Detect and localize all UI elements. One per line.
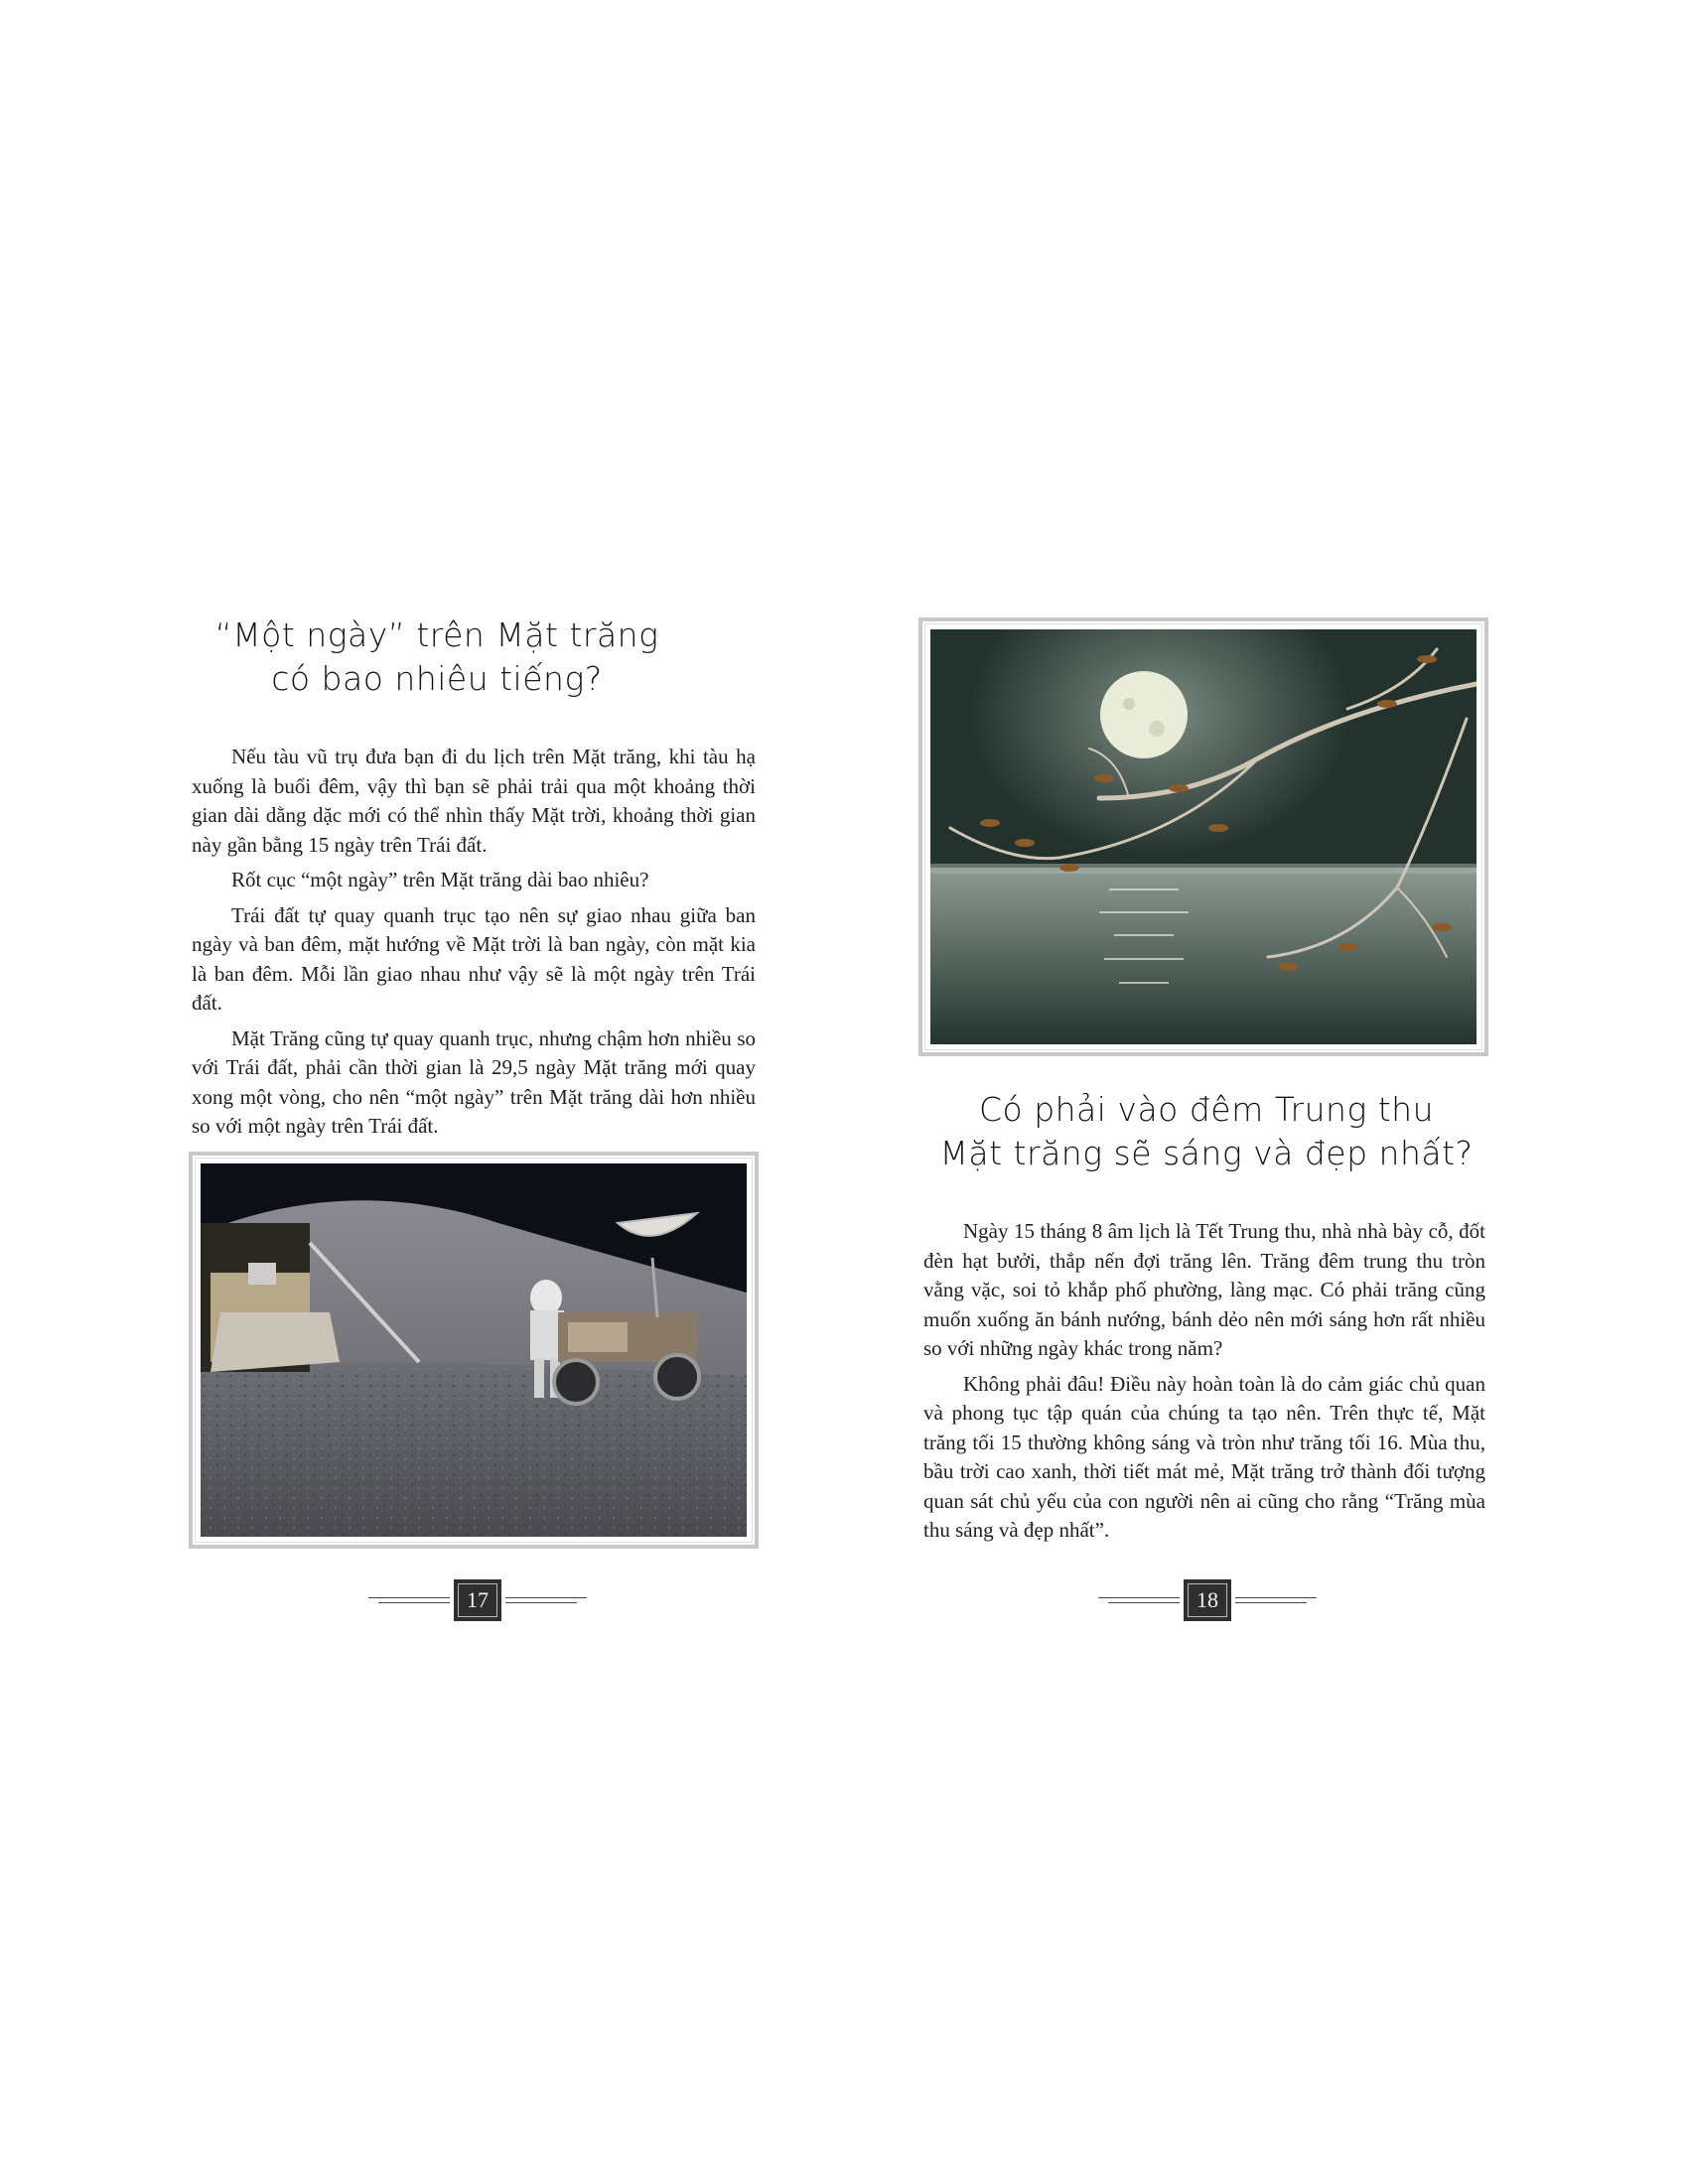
page-number-rule-left [1098, 1597, 1180, 1603]
left-body-text [192, 743, 756, 1148]
left-title-line-1: “Một ngày” trên Mặt trăng [214, 615, 659, 654]
moon-branch-photo [930, 629, 1477, 1044]
page-number-rule-right [1235, 1597, 1317, 1603]
lunar-rover-photo-frame [189, 1152, 759, 1549]
left-paragraph-1: Nếu tàu vũ trụ đưa bạn đi du lịch trên Mặt trăng, khi tàu hạ xuống là buổi đêm, vậy thì bạn sẽ phải trải qua một khoảng thời gian dài dằng dặc mới có thể nhìn thấy Mặt trời, khoảng thời gian này gần bằng 15 ngày trên Trái đất. [192, 745, 756, 857]
left-paragraph-4: Mặt Trăng cũng tự quay quanh trục, nhưng chậm hơn nhiều so với Trái đất, phải cần thời gian là 29,5 ngày Mặt trăng mới quay xong một vòng, cho nên “một ngày” trên Mặt trăng dài hơn nhiều so với một ngày trên Trái đất. [192, 1025, 756, 1138]
page-number-rule-right [505, 1597, 587, 1603]
right-page [844, 0, 1688, 2184]
right-title-line-1: Có phải vào đêm Trung thu [978, 1090, 1435, 1129]
page-number-box: 17 [454, 1579, 501, 1621]
right-paragraph-1: Ngày 15 tháng 8 âm lịch là Tết Trung thu, nhà nhà bày cỗ, đốt đèn hạt bưởi, thắp nến đợi trăng lên. Trăng đêm trung thu tròn vằng vặc, soi tỏ khắp phố phường, làng mạc. Có phải trăng cũng muốn xuống ăn bánh nướng, bánh dẻo nên mới sáng hơn rất nhiều so với những ngày khác trong năm? [923, 1219, 1485, 1360]
lunar-rover-photo [201, 1163, 747, 1537]
page-number-rule-left [368, 1597, 450, 1603]
right-page-title [938, 1088, 1475, 1175]
left-page-title [189, 614, 685, 701]
left-paragraph-2: Rốt cục “một ngày” trên Mặt trăng dài bao nhiêu? [231, 868, 649, 891]
page-number-box: 18 [1184, 1579, 1231, 1621]
right-paragraph-2: Không phải đâu! Điều này hoàn toàn là do cảm giác chủ quan và phong tục tập quán của chúng ta tạo nên. Trên thực tế, Mặt trăng tối 15 thường không sáng và tròn như trăng tối 16. Mùa thu, bầu trời cao xanh, thời tiết mát mẻ, Mặt trăng trở thành đối tượng quan sát chủ yếu của con người nên ai cũng cho rằng “Trăng mùa thu sáng và đẹp nhất”. [923, 1371, 1485, 1542]
right-title-line-2: Mặt trăng sẽ sáng và đẹp nhất? [939, 1134, 1474, 1172]
moon-branch-photo-frame [918, 617, 1488, 1056]
right-body-text [923, 1217, 1485, 1552]
left-paragraph-3: Trái đất tự quay quanh trục tạo nên sự giao nhau giữa ban ngày và ban đêm, mặt hướng về Mặt trời là ban ngày, còn mặt kia là ban đêm. Mỗi lần giao nhau như vậy sẽ là một ngày trên Trái đất. [192, 902, 756, 1015]
page-number-18 [1098, 1579, 1317, 1621]
page-number-17 [368, 1579, 587, 1621]
left-title-line-2: có bao nhiêu tiếng? [271, 659, 603, 698]
